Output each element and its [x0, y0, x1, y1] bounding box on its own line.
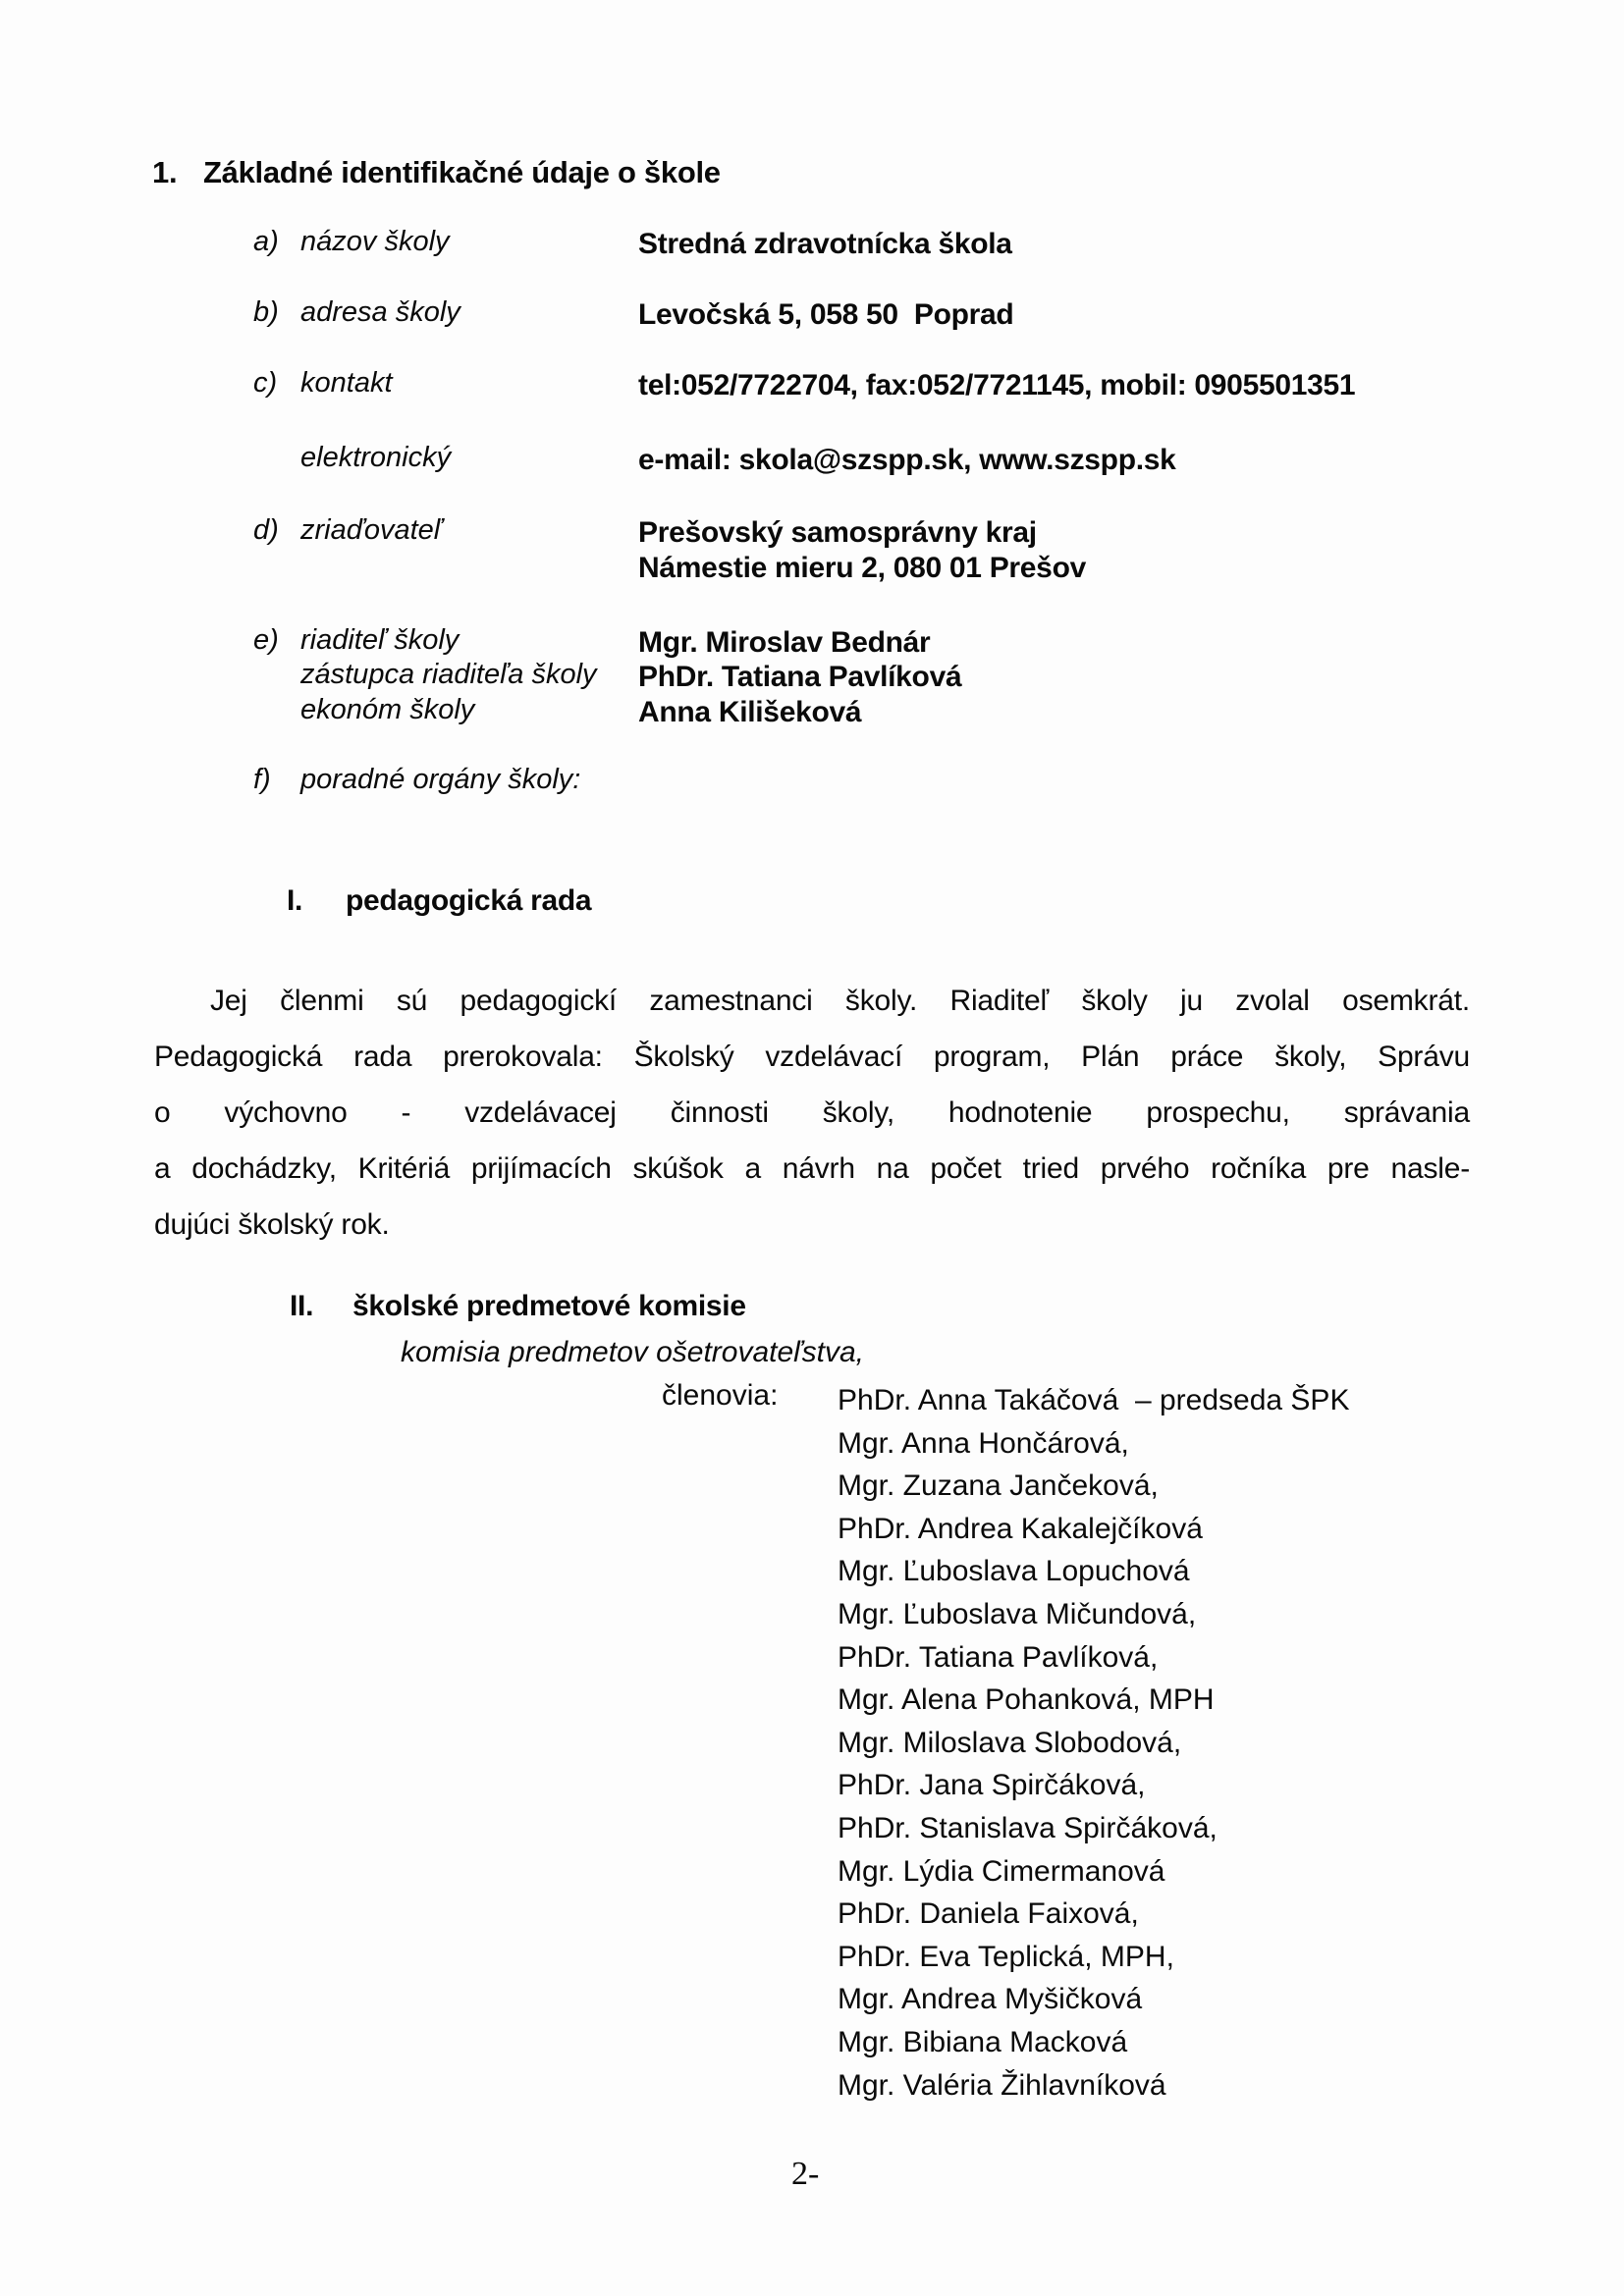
row-marker: c)	[253, 367, 278, 399]
row-marker: d)	[253, 514, 279, 546]
row-label: riaditeľ školy	[300, 624, 460, 656]
member-item: Mgr. Andrea Myšičková	[838, 1983, 1143, 2016]
member-item: Mgr. Ľuboslava Mičundová,	[838, 1597, 1197, 1630]
pedagogicka-rada-paragraph	[154, 973, 1470, 1253]
member-item: Mgr. Lýdia Cimermanová	[838, 1854, 1165, 1888]
paragraph-line: Pedagogická rada prerokovala: Školský vzdelávací program, Plán práce školy, Správu	[154, 1041, 1470, 1073]
paragraph-line: a dochádzky, Kritériá prijímacích skúšok a návrh na počet tried prvého ročníka pre nasle-	[154, 1152, 1470, 1185]
member-item: PhDr. Jana Spirčáková,	[838, 1769, 1146, 1802]
row-value: e-mail: skola@szspp.sk, www.szspp.sk	[638, 444, 1176, 476]
section-number: II.	[290, 1290, 314, 1322]
member-item: Mgr. Anna Hončárová,	[838, 1426, 1129, 1460]
row-label: ekonóm školy	[300, 694, 475, 725]
row-label: zástupca riaditeľa školy	[300, 659, 597, 690]
paragraph-line: o výchovno - vzdelávacej činnosti školy, hodnotenie prospechu, správania	[154, 1096, 1470, 1129]
paragraph-line: dujúci školský rok.	[154, 1208, 390, 1241]
member-item: Mgr. Zuzana Jančeková,	[838, 1469, 1159, 1503]
row-value: PhDr. Tatiana Pavlíková	[638, 661, 962, 693]
row-value: Prešovský samosprávny kraj	[638, 516, 1037, 549]
row-value: tel:052/7722704, fax:052/7721145, mobil: 0905501351	[638, 369, 1356, 401]
row-value: Levočská 5, 058 50 Poprad	[638, 298, 1014, 331]
heading-number: 1.	[152, 155, 178, 189]
row-label: zriaďovateľ	[300, 514, 442, 546]
member-item: Mgr. Ľuboslava Lopuchová	[838, 1555, 1190, 1588]
member-item: PhDr. Eva Teplická, MPH,	[838, 1940, 1174, 1973]
row-marker: b)	[253, 296, 279, 328]
member-item: PhDr. Anna Takáčová – predseda ŠPK	[838, 1384, 1350, 1416]
row-value: Anna Kilišeková	[638, 696, 862, 728]
member-item: Mgr. Alena Pohanková, MPH	[838, 1683, 1215, 1717]
row-marker: a)	[253, 226, 279, 257]
member-item: PhDr. Andrea Kakalejčíková	[838, 1512, 1203, 1545]
row-label: kontakt	[300, 367, 393, 399]
member-item: PhDr. Tatiana Pavlíková,	[838, 1640, 1159, 1674]
heading-text: Základné identifikačné údaje o škole	[203, 155, 721, 189]
member-item: Mgr. Bibiana Macková	[838, 2025, 1128, 2058]
members-label: členovia:	[662, 1379, 779, 1412]
row-value-line2: Námestie mieru 2, 080 01 Prešov	[638, 552, 1086, 584]
section-title: pedagogická rada	[346, 884, 592, 917]
section-title: školské predmetové komisie	[352, 1290, 746, 1322]
row-value: Mgr. Miroslav Bednár	[638, 626, 931, 659]
row-label: elektronický	[300, 442, 452, 473]
member-list	[838, 1379, 1349, 2107]
row-value: Stredná zdravotnícka škola	[638, 228, 1012, 260]
member-item: PhDr. Daniela Faixová,	[838, 1897, 1139, 1931]
page-number: 2-	[791, 2156, 820, 2192]
member-item: PhDr. Stanislava Spirčáková,	[838, 1811, 1218, 1844]
row-label: názov školy	[300, 226, 450, 257]
row-label: poradné orgány školy:	[300, 764, 581, 795]
paragraph-line: Jej členmi sú pedagogickí zamestnanci školy. Riaditeľ školy ju zvolal osemkrát.	[210, 985, 1470, 1017]
row-label: adresa školy	[300, 296, 460, 328]
komisia-subtitle: komisia predmetov ošetrovateľstva,	[401, 1336, 864, 1368]
section-number: I.	[287, 884, 303, 917]
member-item: Mgr. Miloslava Slobodová,	[838, 1726, 1182, 1759]
row-marker: f)	[253, 764, 271, 795]
row-marker: e)	[253, 624, 279, 656]
member-item: Mgr. Valéria Žihlavníková	[838, 2068, 1166, 2102]
